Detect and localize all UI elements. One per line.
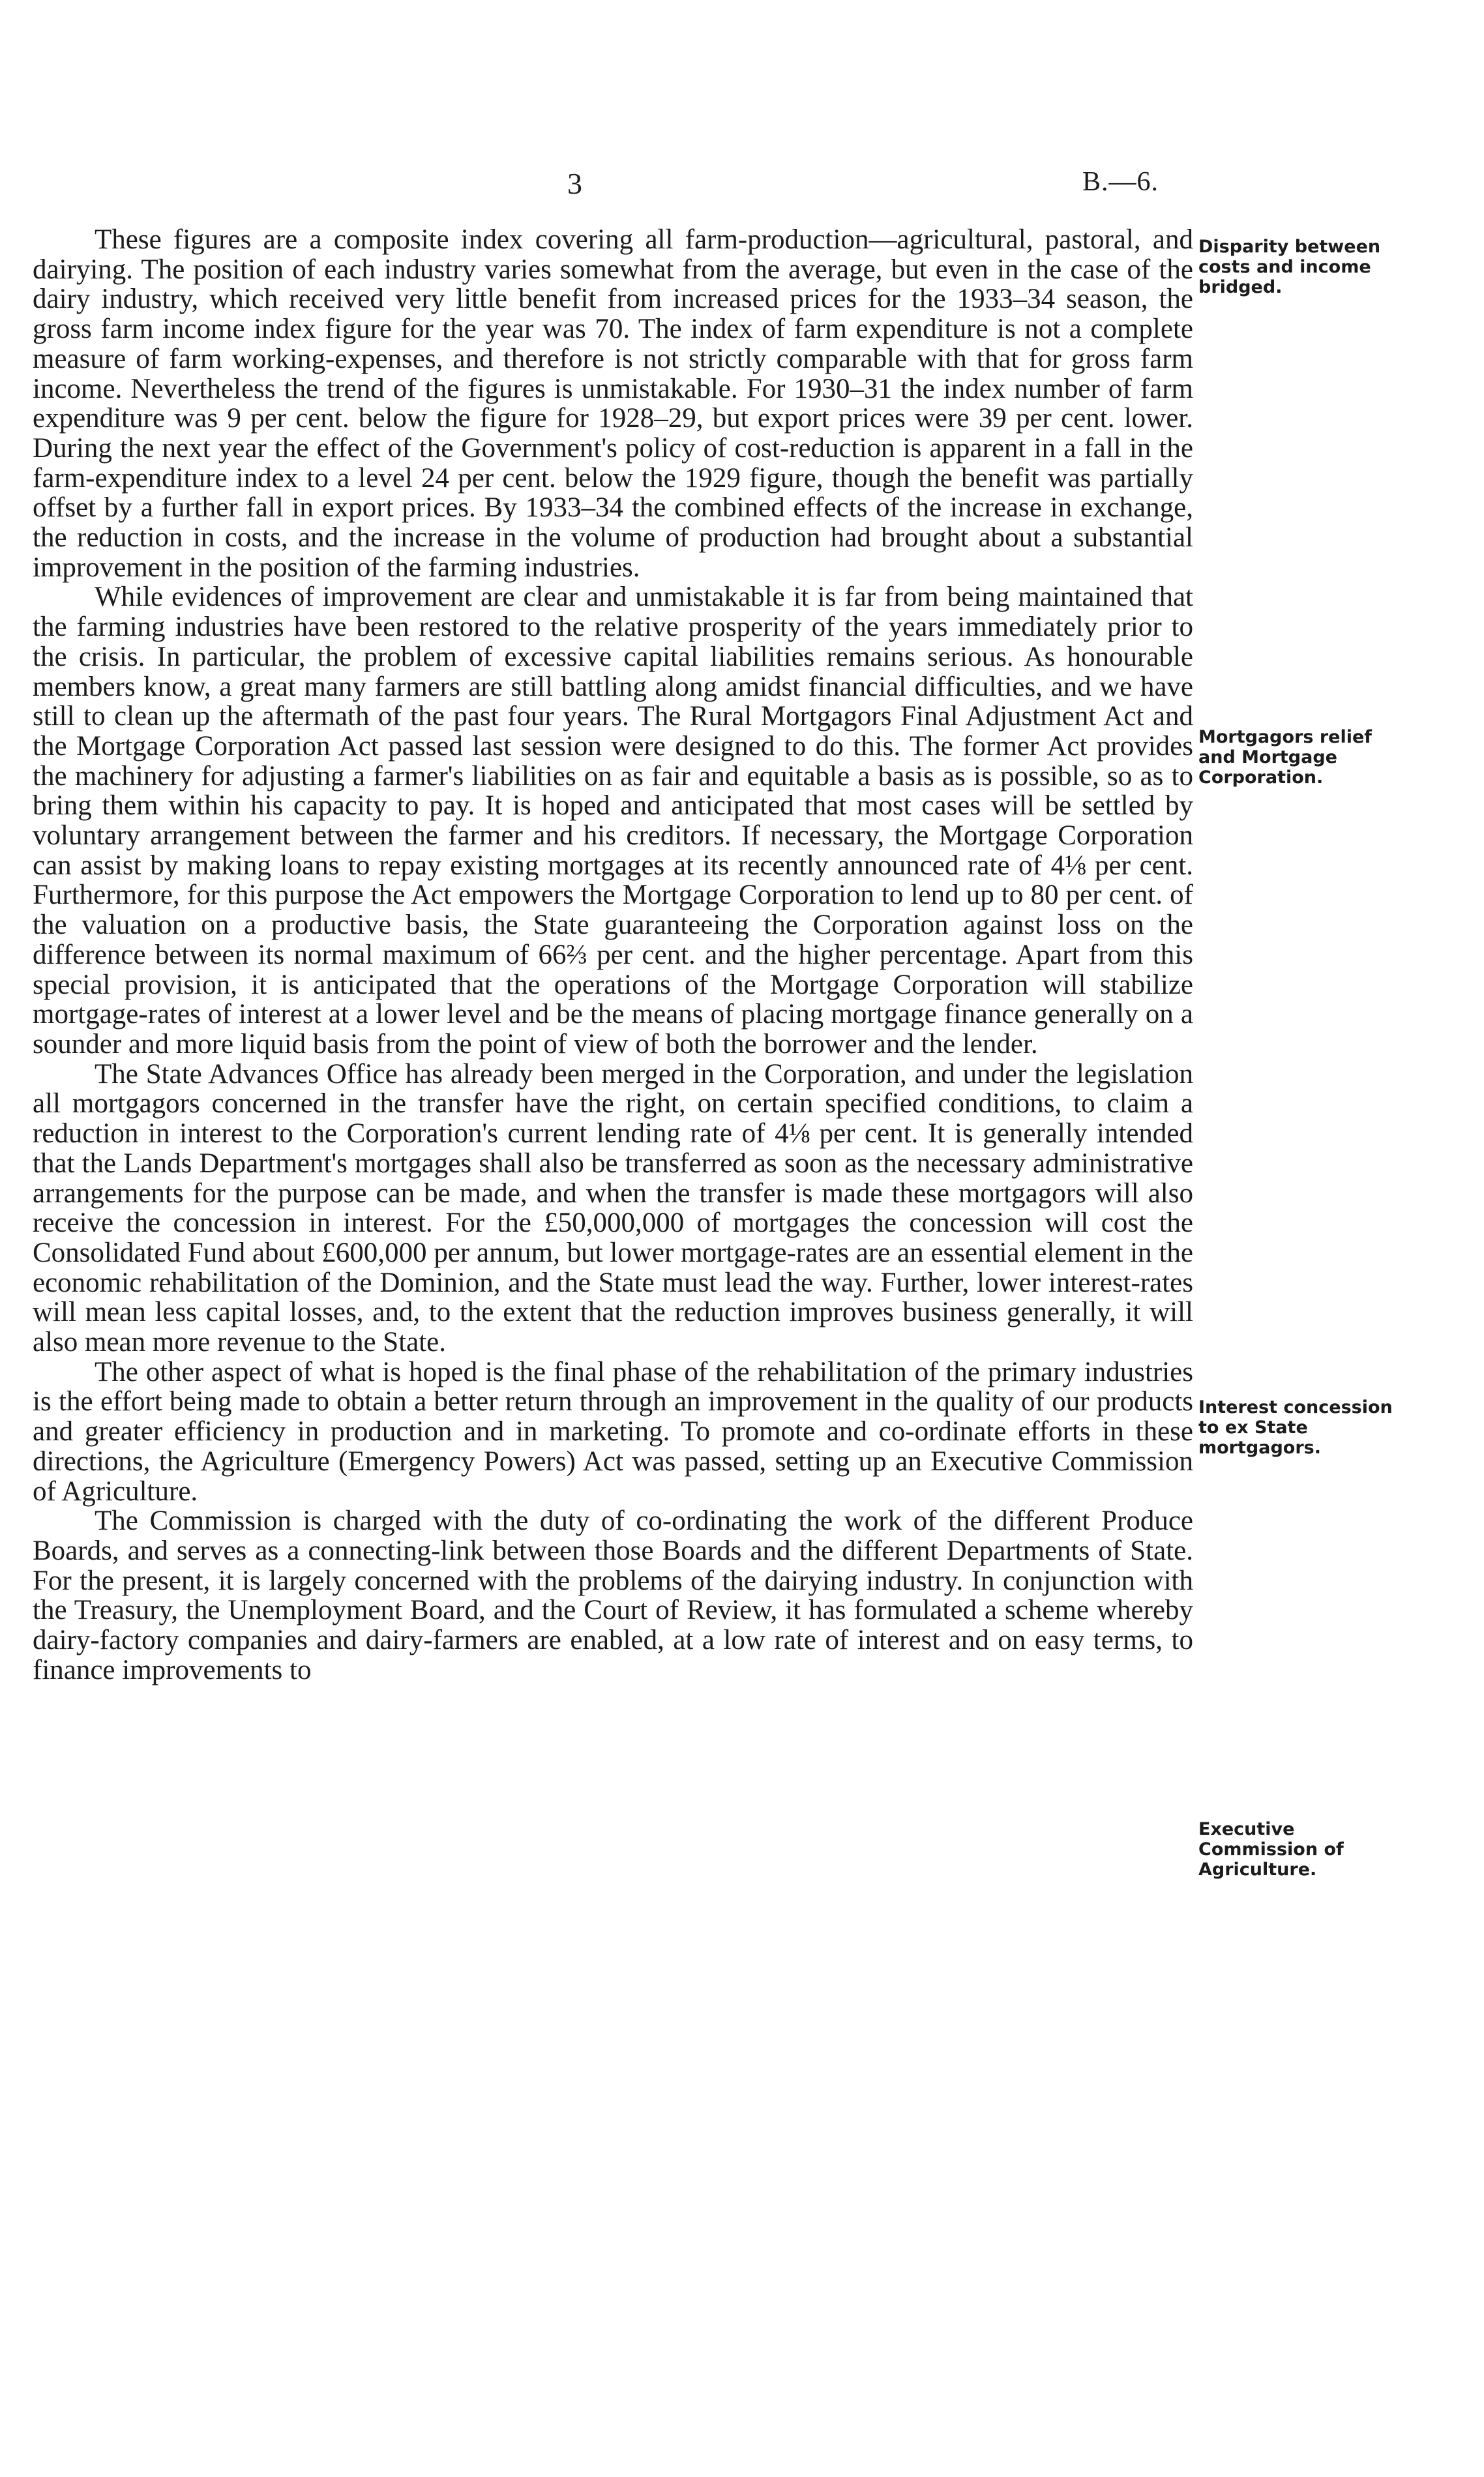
paragraph-commission-duties: The Commission is charged with the duty of co-ordinating the work of the different Produce Boards, and serves as a connecting-link between those Boards and the different Departments of State. For the present, it is largely concerned with the problems of the dairying industry. In conjunction with the Treasury, the Unemployment Board, and the Court of Review, it has formulated a scheme whereby dairy-factory companies and dairy-farmers are enabled, at a low rate of interest and on easy terms, to finance improvements to xyxy=(33,1505,1193,1685)
sidenote-executive-commission xyxy=(1198,1819,1466,1880)
sidenote-line: mortgagors. xyxy=(1198,1438,1321,1458)
sidenote-line: Corporation. xyxy=(1198,767,1324,788)
paragraph-farm-index: These figures are a composite index covering all farm-production—agricultural, pastoral, and dairying. The position of each industry varies somewhat from the average, but even in the case of the dairy industry, which received very little benefit from increased prices for the 1933–34 season, the gross farm income index figure for the year was 70. The index of farm expenditure is not a complete measure of farm working-expenses, and therefore is not strictly comparable with that for gross farm income. Nevertheless the trend of the figures is unmistakable. For 1930–31 the index number of farm expenditure was 9 per cent. below the figure for 1928–29, but export prices were 39 per cent. lower. During the next year the effect of the Government's policy of cost-reduction is apparent in a fall in the farm-expenditure index to a level 24 per cent. below the 1929 figure, though the benefit was partially offset by a further fall in export prices. By 1933–34 the combined effects of the increase in exchange, the reduction in costs, and the increase in the volume of production had brought about a substantial improvement in the position of the farming industries. xyxy=(33,224,1193,583)
sidenote-line: Agriculture. xyxy=(1198,1860,1317,1880)
sidenote-line: Executive xyxy=(1198,1819,1295,1839)
page-header xyxy=(33,166,1451,205)
sidenote-mortgagors-relief xyxy=(1198,727,1466,788)
page-number: 3 xyxy=(567,167,582,200)
sidenote-disparity xyxy=(1198,237,1466,297)
paragraph-mortgagors-relief: While evidences of improvement are clear and unmistakable it is far from being maintained that the farming industries have been restored to the relative prosperity of the years immediately prior to the crisis. In particular, the problem of excessive capital liabilities remains serious. As honourable members know, a great many farmers are still battling along amidst financial difficulties, and we have still to clean up the aftermath of the past four years. The Rural Mortgagors Final Adjustment Act and the Mortgage Corporation Act passed last session were designed to do this. The former Act provides the machinery for adjusting a farmer's liabilities on as fair and equitable a basis as is possible, so as to bring them within his capacity to pay. It is hoped and anticipated that most cases will be settled by voluntary arrangement between the farmer and his creditors. If necessary, the Mortgage Corporation can assist by making loans to repay existing mortgages at its recently announced rate of 4⅛ per cent. Furthermore, for this purpose the Act empowers the Mortgage Corporation to lend up to 80 per cent. of the valuation on a productive basis, the State guaranteeing the Corporation against loss on the difference between its normal maximum of 66⅔ per cent. and the higher percentage. Apart from this special provision, it is anticipated that the operations of the Mortgage Corporation will stabilize mortgage-rates of interest at a lower level and be the means of placing mortgage finance generally on a sounder and more liquid basis from the point of view of both the borrower and the lender. xyxy=(33,582,1193,1060)
sidenote-interest-concession xyxy=(1198,1397,1466,1458)
sidenote-line: bridged. xyxy=(1198,277,1283,297)
main-text xyxy=(33,225,1193,1685)
sidenote-line: Mortgagors relief xyxy=(1198,727,1373,747)
sidenote-line: and Mortgage xyxy=(1198,747,1337,767)
sidenote-line: Interest concession xyxy=(1198,1397,1393,1417)
paragraph-interest-concession: The State Advances Office has already been merged in the Corporation, and under the legislation all mortgagors concerned in the transfer have the right, on certain specified conditions, to claim a reduction in interest to the Corporation's current lending rate of 4⅛ per cent. It is generally intended that the Lands Department's mortgages shall also be transferred as soon as the necessary administrative arrangements for the purpose can be made, and when the transfer is made these mortgagors will also receive the concession in interest. For the £50,000,000 of mortgages the concession will cost the Consolidated Fund about £600,000 per annum, but lower mortgage-rates are an essential element in the economic rehabilitation of the Dominion, and the State must lead the way. Further, lower interest-rates will mean less capital losses, and, to the extent that the reduction improves business generally, it will also mean more revenue to the State. xyxy=(33,1058,1193,1358)
sidenote-line: Commission of xyxy=(1198,1839,1344,1860)
paragraph-executive-commission: The other aspect of what is hoped is the final phase of the rehabilitation of the primary industries is the effort being made to obtain a better return through an improvement in the quality of our products and greater efficiency in production and in marketing. To promote and co-ordinate efforts in these directions, the Agriculture (Emergency Powers) Act was passed, setting up an Executive Commission of Agriculture. xyxy=(33,1356,1193,1507)
sidenote-line: Disparity between xyxy=(1198,237,1381,257)
sidenote-line: costs and income xyxy=(1198,257,1371,277)
sidenote-line: to ex State xyxy=(1198,1417,1308,1438)
document-reference: B.—6. xyxy=(1082,167,1159,197)
